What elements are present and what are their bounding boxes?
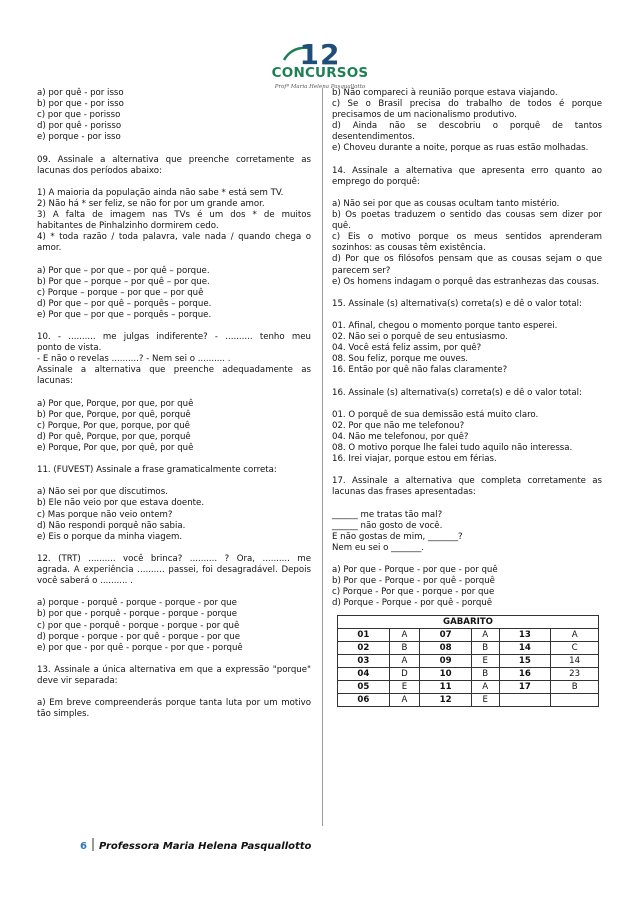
option-line: c) Eis o motivo porque os meus sentidos aprenderam	[332, 232, 602, 243]
answer: C	[551, 642, 599, 655]
option-line: 08. O motivo porque lhe falei tudo aquilo não interessa.	[332, 443, 573, 453]
question-stem: 17. Assinale a alternativa que completa corretamente as	[332, 476, 602, 487]
question-number: 11	[420, 681, 472, 694]
answer: B	[551, 681, 599, 694]
question-number: 02	[338, 642, 390, 655]
footer-separator	[92, 838, 94, 851]
answer: B	[471, 668, 499, 681]
question-number: 09	[420, 655, 472, 668]
option-line: a) Por que – por que – por quê – porque.	[37, 265, 210, 276]
question-number: 12	[420, 694, 472, 707]
question-13	[37, 665, 311, 720]
answer	[551, 694, 599, 707]
question-stem: 10. - .......... me julgas indiferente? - .......... tenho meu	[37, 332, 311, 343]
option-line: c) Mas porque não veio ontem?	[37, 509, 173, 520]
answer: A	[389, 629, 419, 642]
logo-number: 12	[299, 38, 341, 71]
option-line: b) Por que - Porque - por quê - porquê	[332, 576, 495, 587]
option-line: c) Se o Brasil precisa do trabalho de todos é porque	[332, 99, 602, 110]
option-line: 08. Sou feliz, porque me ouves.	[332, 354, 469, 365]
option-line: d) Por que os filósofos pensam que as cousas sejam o que	[332, 254, 602, 265]
sentence: amor.	[37, 243, 62, 254]
answer: E	[471, 655, 499, 668]
answer-key-table	[337, 615, 599, 707]
sentence: 2) Não há * ser feliz, se não for por um grande amor.	[37, 198, 265, 209]
right-column	[332, 88, 602, 707]
question-number: 05	[338, 681, 390, 694]
question-number	[499, 694, 551, 707]
question-stem: agrada. A experiência .......... passei, foi desagradável. Depois	[37, 565, 311, 576]
sentence: habitantes de Pinhalzinho dormirem cedo.	[37, 221, 219, 232]
question-number: 04	[338, 668, 390, 681]
option-line: a) Por que - Porque - por que - por quê	[332, 565, 498, 576]
question-number: 01	[338, 629, 390, 642]
question-09	[37, 155, 311, 321]
answer-key-title: GABARITO	[338, 616, 599, 629]
question-stem: ponto de vista.	[37, 343, 102, 354]
option-line: tão simples.	[37, 709, 90, 720]
sentence: 3) A falta de imagem nas TVs é um dos * de muitos	[37, 210, 311, 221]
option-line: b) Ele não veio por que estava doente.	[37, 498, 205, 509]
logo-word: CONCURSOS	[271, 65, 369, 81]
option-line: e) Por que – por que – porquês – porque.	[37, 309, 212, 320]
option-line: 04. Não me telefonou, por quê?	[332, 431, 469, 442]
question-number: 16	[499, 668, 551, 681]
option-line: c) por que - porisso	[37, 110, 121, 121]
option-line: e) Os homens indagam o porquê das estranhezas das cousas.	[332, 276, 600, 287]
option-line: a) por quê - por isso	[37, 88, 124, 98]
question-stem: emprego do porquê:	[332, 176, 420, 187]
option-line: c) por que - porquê - porque - porque - por quê	[37, 620, 240, 631]
option-line: a) Por que, Porque, por que, por quê	[37, 398, 194, 409]
option-line: e) Porque, Por que, por quê, por quê	[37, 443, 194, 453]
option-line: e) Eis o porque da minha viagem.	[37, 531, 183, 542]
option-line: b) Os poetas traduzem o sentido das cousas sem dizer por	[332, 210, 602, 221]
question-11	[37, 465, 311, 543]
question-number: 17	[499, 681, 551, 694]
question-number: 14	[499, 642, 551, 655]
question-stem: Assinale a alternativa que preenche adequadamente as	[37, 365, 311, 376]
question-stem: lacunas das frases apresentadas:	[332, 487, 476, 498]
question-12	[37, 554, 311, 654]
option-line: quê.	[332, 221, 351, 232]
option-line: c) Porque – porque – por que – por quê	[37, 287, 204, 298]
question-number: 08	[420, 642, 472, 655]
option-line: 04. Você está feliz assim, por quê?	[332, 343, 482, 354]
logo-subtitle: Profª Maria Helena Pasquallotto	[274, 84, 366, 90]
option-line: d) Por que – por quê – porquês – porque.	[37, 298, 212, 309]
option-line: sozinhos: as cousas têm existência.	[332, 243, 486, 254]
answer: A	[471, 681, 499, 694]
question-number: 06	[338, 694, 390, 707]
option-line: d) porque - porque - por quê - porque - por que	[37, 631, 240, 642]
option-line: precisamos de um nacionalismo produtivo.	[332, 110, 517, 121]
answer: 14	[551, 655, 599, 668]
option-line: b) Por que, Porque, por quê, porquê	[37, 409, 191, 420]
logo	[268, 40, 372, 94]
option-line: 02. Não sei o porquê de seu entusiasmo.	[332, 332, 508, 343]
question-number: 13	[499, 629, 551, 642]
blank-sentence: ______ não gosto de você.	[332, 520, 443, 531]
option-line: b) Não compareci à reunião porque estava viajando.	[332, 88, 558, 98]
question-stem: 11. (FUVEST) Assinale a frase gramaticalmente correta:	[37, 465, 277, 476]
option-line: c) Porque, Por que, porque, por quê	[37, 420, 190, 431]
table-row	[338, 642, 599, 655]
option-line: d) Porque - Porque - por quê - porquê	[332, 598, 493, 609]
blank-sentence: E não gostas de mim, _______?	[332, 531, 463, 542]
answer: B	[389, 642, 419, 655]
option-line: e) Choveu durante a noite, porque as ruas estão molhadas.	[332, 143, 589, 154]
option-line: d) por quê - porisso	[37, 121, 122, 132]
option-line: 02. Por que não me telefonou?	[332, 420, 465, 431]
question-13-continued	[332, 88, 602, 155]
option-line: 01. O porquê de sua demissão está muito claro.	[332, 409, 539, 420]
table-row	[338, 655, 599, 668]
question-stem: 13. Assinale a única alternativa em que a expressão "porque"	[37, 664, 311, 675]
question-stem: 15. Assinale (s) alternativa(s) correta(s) e dê o valor total:	[332, 298, 582, 309]
option-line: a) Em breve compreenderás porque tanta luta por um motivo	[37, 698, 311, 709]
option-line: e) porque - por isso	[37, 132, 121, 143]
blank-sentence: ______ me tratas tão mal?	[332, 509, 443, 520]
question-stem: 09. Assinale a alternativa que preenche corretamente as	[37, 154, 311, 165]
option-line: c) Porque - Por que - porque - por que	[332, 587, 495, 598]
answer: B	[471, 642, 499, 655]
option-line: a) Não sei por que discutimos.	[37, 487, 168, 498]
option-line: 16. Então por quê não falas claramente?	[332, 365, 508, 376]
answer: E	[389, 681, 419, 694]
question-number: 15	[499, 655, 551, 668]
column-divider	[322, 88, 323, 826]
option-line: d) Por quê, Porque, por que, porquê	[37, 431, 191, 442]
option-line: a) Não sei por que as cousas ocultam tanto mistério.	[332, 198, 560, 209]
option-line: desentendimentos.	[332, 132, 415, 143]
option-line: d) Ainda não se descobriu o porquê de tantos	[332, 121, 602, 132]
answer: A	[389, 694, 419, 707]
option-line: parecem ser?	[332, 265, 391, 276]
option-line: e) por que - por quê - porque - por que - porquê	[37, 642, 243, 653]
sentence: 1) A maioria da população ainda não sabe * está sem TV.	[37, 187, 284, 198]
question-16	[332, 388, 602, 466]
question-stem: deve vir separada:	[37, 675, 118, 686]
answer: E	[471, 694, 499, 707]
answer: A	[471, 629, 499, 642]
answer: A	[389, 655, 419, 668]
answer: 23	[551, 668, 599, 681]
answer: D	[389, 668, 419, 681]
table-row	[338, 668, 599, 681]
option-line: a) porque - porquê - porque - porque - por que	[37, 598, 237, 609]
option-line: 16. Irei viajar, porque estou em férias.	[332, 454, 497, 465]
page-number: 6	[80, 841, 87, 852]
table-row	[338, 694, 599, 707]
question-stem: 16. Assinale (s) alternativa(s) correta(s) e dê o valor total:	[332, 387, 582, 398]
sentence: 4) * toda razão / toda palavra, vale nada / quando chega o	[37, 232, 311, 243]
question-stem: lacunas dos períodos abaixo:	[37, 165, 162, 176]
option-line: b) por que - por isso	[37, 99, 124, 110]
author-name: Professora Maria Helena Pasquallotto	[98, 841, 312, 852]
question-15	[332, 299, 602, 377]
table-row	[338, 629, 599, 642]
question-stem: 12. (TRT) .......... você brinca? .......... ? Ora, .......... me	[37, 553, 311, 564]
option-line: b) Por que – porque – por quê – por que.	[37, 276, 210, 287]
question-08-options	[37, 88, 311, 143]
question-17	[332, 476, 602, 609]
question-number: 07	[420, 629, 472, 642]
question-stem: você saberá o .......... .	[37, 576, 133, 587]
option-line: 01. Afinal, chegou o momento porque tanto esperei.	[332, 320, 558, 331]
question-number: 03	[338, 655, 390, 668]
question-number: 10	[420, 668, 472, 681]
answer: A	[551, 629, 599, 642]
question-14	[332, 166, 602, 288]
question-stem: lacunas:	[37, 376, 73, 387]
option-line: d) Não respondi porquê não sabia.	[37, 520, 186, 531]
question-10	[37, 332, 311, 454]
page-footer	[80, 838, 311, 852]
table-row	[338, 681, 599, 694]
left-column	[37, 88, 311, 720]
blank-sentence: Nem eu sei o _______.	[332, 542, 424, 553]
question-stem: - E não o revelas ..........? - Nem sei o .......... .	[37, 354, 231, 365]
option-line: b) por que - porquê - porque - porque - porque	[37, 609, 238, 620]
question-stem: 14. Assinale a alternativa que apresenta erro quanto ao	[332, 165, 602, 176]
